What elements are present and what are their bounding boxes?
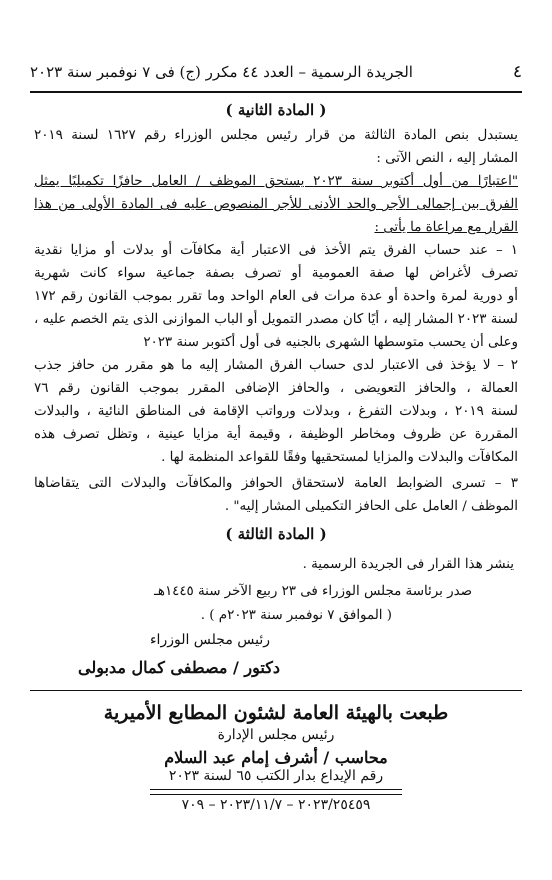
article-3-line-1: ينشر هذا القرار فى الجريدة الرسمية .: [302, 557, 514, 572]
article-2-line-7: تصرف لأغراض لها صفة العمومية أو تصرف بصفة جماعية سواء كانت شهرية: [34, 266, 518, 281]
article-2-line-1: يستبدل بنص المادة الثالثة من قرار رئيس مجلس الوزراء رقم ١٦٢٧ لسنة ٢٠١٩: [34, 128, 518, 143]
signatory-title: رئيس مجلس الوزراء: [149, 632, 271, 648]
article-2-line-9: لسنة ٢٠٢٣ المشار إليه ، أيًا كان مصدر التمويل أو الباب الموازنى الذى يتم الخصم عليه ،: [34, 312, 518, 327]
article-2-line-6: ١ – عند حساب الفرق يتم الأخذ فى الاعتبار أية مكافآت أو بدلات أو مزايا نقدية: [34, 243, 518, 258]
article-2-line-16: ٣ – تسرى الضوابط العامة لاستحقاق الحوافز والمكافآت والبدلات التى يتقاضاها: [34, 476, 518, 491]
footer-rule-bottom: [150, 794, 402, 795]
article-2-line-10: وعلى أن يحسب متوسطها الشهرى بالجنيه فى أول أكتوبر سنة ٢٠٢٣: [143, 335, 518, 350]
page-number: ٤: [512, 62, 522, 82]
article-3-line-3: ( الموافق ٧ نوفمبر سنة ٢٠٢٣م ) .: [200, 608, 392, 623]
article-2-line-11: ٢ – لا يؤخذ فى الاعتبار لدى حساب الفرق المشار إليه ما هو مقرر من حافز جذب: [34, 358, 518, 373]
printer-name: طبعت بالهيئة العامة لشئون المطابع الأميرية: [103, 702, 449, 724]
article-2-heading: ( المادة الثانية ): [225, 101, 327, 119]
print-code: ٢٠٢٣/٢٥٤٥٩ – ٢٠٢٣/١١/٧ – ٧٠٩: [181, 797, 371, 813]
article-2-line-13: لسنة ٢٠١٩ ، وبدلات التفرغ ، وبدلات ورواتب الإقامة فى المناطق النائية ، والبدلات: [34, 404, 518, 419]
article-3-heading: ( المادة الثالثة ): [225, 525, 327, 543]
header-divider: [30, 91, 522, 93]
deposit-number: رقم الإيداع بدار الكتب ٦٥ لسنة ٢٠٢٣: [168, 768, 384, 784]
article-2-line-17: الموظف / العامل على الحافز التكميلى المشار إليه" .: [224, 499, 518, 514]
running-header: [30, 60, 522, 84]
publication-title: الجريدة الرسمية – العدد ٤٤ مكرر (ج) فى ٧ نوفمبر سنة ٢٠٢٣: [30, 63, 413, 81]
board-title: رئيس مجلس الإدارة: [217, 727, 335, 743]
chairman-name: محاسب / أشرف إمام عبد السلام: [164, 748, 388, 767]
article-2-line-2: المشار إليه ، النص الآتى :: [376, 151, 518, 166]
article-2-line-14: المقررة عن ظروف ومخاطر الوظيفة ، وقيمة أية مزايا عينية ، وتظل تصرف هذه: [34, 427, 518, 442]
article-2-line-4: الفرق بين إجمالى الأجر والحد الأدنى للأجر المنصوص عليه فى المادة الأولى من هذا: [34, 197, 518, 212]
footer-divider: [30, 690, 522, 691]
article-2-line-5: القرار مع مراعاة ما يأتى :: [374, 220, 518, 235]
article-2-line-15: المكافآت والبدلات والمزايا لمستحقيها وفقًا للقواعد المنظمة لها .: [161, 450, 518, 465]
footer-rule-top: [150, 789, 402, 790]
article-2-line-3: "اعتبارًا من أول أكتوبر سنة ٢٠٢٣ يستحق الموظف / العامل حافزًا تكميليًا يمثل: [34, 174, 518, 189]
article-3-line-2: صدر برئاسة مجلس الوزراء فى ٢٣ ربيع الآخر سنة ١٤٤٥هـ: [153, 584, 472, 599]
article-2-line-12: العمالة ، والحافز التعويضى ، والحافز الإضافى المقرر بموجب القانون رقم ٧٦: [34, 381, 518, 396]
article-2-line-8: أو دورية لمرة واحدة أو عدة مرات فى العام الواحد وما تقرر بموجب القانون رقم ١٧٢: [34, 289, 518, 304]
signatory-name: دكتور / مصطفى كمال مدبولى: [78, 658, 280, 677]
